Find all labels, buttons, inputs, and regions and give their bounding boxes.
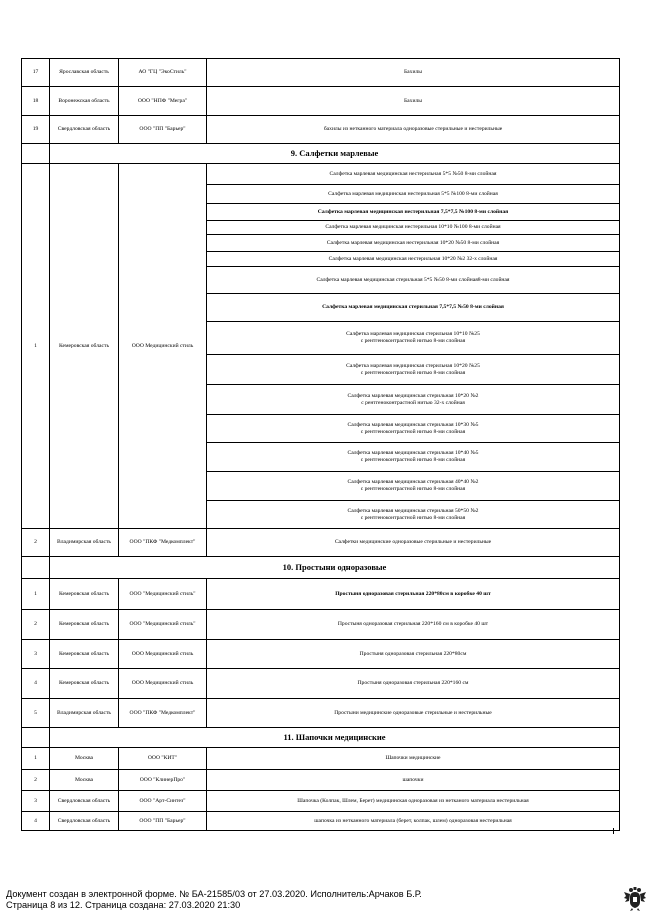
product-cell: Салфетка марлевая медицинская нестерильная 10*20 №50 8-ми слойная bbox=[207, 235, 620, 252]
product-cell: Бахилы bbox=[207, 87, 620, 116]
product-cell: Простыни медицинские одноразовые стерильные и нестерильные bbox=[207, 699, 620, 728]
organization-cell: ООО Медицинский стиль bbox=[119, 669, 207, 699]
row-number: 4 bbox=[22, 669, 50, 699]
product-cell: шапочки bbox=[207, 770, 620, 791]
product-cell: Салфетка марлевая медицинская нестерильная 5*5 №100 8-ми слойная bbox=[207, 185, 620, 204]
row-number: 4 bbox=[22, 812, 50, 831]
product-cell: Салфетка марлевая медицинская стерильная 10*10 №25 с рентгеноконтрастной нитью 8-ми слойная bbox=[207, 322, 620, 355]
section-header-row bbox=[22, 557, 620, 579]
organization-cell: ООО "ПП "Барьер" bbox=[119, 116, 207, 144]
table-row bbox=[22, 610, 620, 640]
margin-mark bbox=[613, 828, 614, 834]
table-row bbox=[22, 669, 620, 699]
product-cell: Простыня одноразовая стерильная 220*80см bbox=[207, 640, 620, 669]
row-number: 1 bbox=[22, 164, 50, 529]
section-title: 11. Шапочки медицинские bbox=[50, 728, 620, 748]
product-cell: Простыня одноразовая стерильная 220*160 см в коробке 40 шт bbox=[207, 610, 620, 640]
product-cell: Салфетка марлевая медицинская нестерильная 10*20 №2 32-х слойная bbox=[207, 252, 620, 267]
row-number: 5 bbox=[22, 699, 50, 728]
row-number: 17 bbox=[22, 59, 50, 87]
product-cell: Бахилы bbox=[207, 59, 620, 87]
product-cell: Салфетка марлевая медицинская стерильная 10*20 №2 с рентгеноконтрастной нитью 32-х слойная bbox=[207, 385, 620, 415]
region-cell: Кемеровская область bbox=[50, 669, 119, 699]
region-cell: Ярославская область bbox=[50, 59, 119, 87]
product-cell: Салфетка марлевая медицинская стерильная 40*40 №2 с рентгеноконтрастной нитью 8-ми слойная bbox=[207, 472, 620, 501]
row-number: 3 bbox=[22, 640, 50, 669]
section-header-row bbox=[22, 144, 620, 164]
russian-coat-of-arms-icon bbox=[624, 886, 646, 912]
row-number: 19 bbox=[22, 116, 50, 144]
region-cell: Свердловская область bbox=[50, 812, 119, 831]
product-cell: Салфетка марлевая медицинская стерильная 7,5*7,5 №50 8-ми слойная bbox=[207, 294, 620, 322]
table-row bbox=[22, 116, 620, 144]
row-number: 1 bbox=[22, 748, 50, 770]
table-row bbox=[22, 640, 620, 669]
product-cell: Салфетка марлевая медицинская стерильная 5*5 №50 8-ми слойная8-ми слойная bbox=[207, 267, 620, 294]
row-number: 18 bbox=[22, 87, 50, 116]
organization-cell: ООО "ПКФ "Медкомплект" bbox=[119, 529, 207, 557]
product-cell: Салфетка марлевая медицинская стерильная 50*50 №2 с рентгеноконтрастной нитью 8-ми слойная bbox=[207, 501, 620, 529]
table-row bbox=[22, 791, 620, 812]
product-cell: Салфетка марлевая медицинская нестерильная 7,5*7,5 №100 8-ми слойная bbox=[207, 204, 620, 221]
region-cell: Кемеровская область bbox=[50, 640, 119, 669]
table-row bbox=[22, 87, 620, 116]
region-cell: Кемеровская область bbox=[50, 579, 119, 610]
section-title: 10. Простыни одноразовые bbox=[50, 557, 620, 579]
table-row bbox=[22, 59, 620, 87]
product-cell: Салфетка марлевая медицинская нестерильная 10*10 №100 8-ми слойная bbox=[207, 221, 620, 235]
table-row bbox=[22, 770, 620, 791]
region-cell: Свердловская область bbox=[50, 116, 119, 144]
region-cell: Кемеровская область bbox=[50, 610, 119, 640]
organization-cell: ООО "ПКФ "Медкомплект" bbox=[119, 699, 207, 728]
product-cell: Шапочки медицинские bbox=[207, 748, 620, 770]
product-cell: шапочка из нетканного материала (берет, колпак, шлем) одноразовая нестерильная bbox=[207, 812, 620, 831]
organization-cell: ООО Медицинский стиль bbox=[119, 640, 207, 669]
organization-cell: ООО "ПП "Барьер" bbox=[119, 812, 207, 831]
table-row bbox=[22, 748, 620, 770]
product-cell: Салфетка марлевая медицинская стерильная 10*30 №5 с рентгеноконтрастной нитью 8-ми слойная bbox=[207, 415, 620, 443]
footer-line-document: Документ создан в электронной форме. № БА-21585/03 от 27.03.2020. Исполнитель:Арчаков Б.Р. bbox=[6, 889, 422, 899]
footer-line-page: Страница 8 из 12. Страница создана: 27.03.2020 21:30 bbox=[6, 900, 241, 910]
section-title: 9. Салфетки марлевые bbox=[50, 144, 620, 164]
product-cell: Салфетка марлевая медицинская стерильная 10*40 №5 с рентгеноконтрастной нитью 8-ми слойная bbox=[207, 443, 620, 472]
region-cell: Москва bbox=[50, 748, 119, 770]
region-cell: Воронежская область bbox=[50, 87, 119, 116]
organization-cell: ООО "Арт-Синтез" bbox=[119, 791, 207, 812]
product-cell: Салфетка марлевая медицинская нестерильная 5*5 №50 8-ми слойная bbox=[207, 164, 620, 185]
region-cell: Свердловская область bbox=[50, 791, 119, 812]
product-cell: Салфетка марлевая медицинская стерильная 10*20 №25 с рентгеноконтрастной нитью 8-ми слойная bbox=[207, 355, 620, 385]
organization-cell: ООО "КИТ" bbox=[119, 748, 207, 770]
row-number: 2 bbox=[22, 610, 50, 640]
table-row bbox=[22, 164, 620, 185]
table-row bbox=[22, 699, 620, 728]
document-footer bbox=[6, 889, 596, 911]
row-number: 2 bbox=[22, 770, 50, 791]
organization-cell: ООО "КлинерПро" bbox=[119, 770, 207, 791]
product-cell: Салфетки медицинские одноразовые стерильные и нестерильные bbox=[207, 529, 620, 557]
product-cell: Шапочка (Колпак, Шлем, Берет) медицинская одноразовая из нетканого материала нестерильная bbox=[207, 791, 620, 812]
table-row bbox=[22, 812, 620, 831]
region-cell: Кемеровская область bbox=[50, 164, 119, 529]
row-number: 2 bbox=[22, 529, 50, 557]
organization-cell: ООО "Медицинский стиль" bbox=[119, 579, 207, 610]
organization-cell: ООО Медицинский стиль bbox=[119, 164, 207, 529]
products-table bbox=[21, 58, 620, 831]
table-row bbox=[22, 529, 620, 557]
product-cell: Простыня одноразовая стерильная 220*80см в коробке 40 шт bbox=[207, 579, 620, 610]
row-number: 1 bbox=[22, 579, 50, 610]
table-row bbox=[22, 579, 620, 610]
region-cell: Москва bbox=[50, 770, 119, 791]
organization-cell: ООО "НПФ "Мегра" bbox=[119, 87, 207, 116]
organization-cell: АО "ГЦ "ЭкоСтиль" bbox=[119, 59, 207, 87]
product-cell: Простыня одноразовая стерильная 220*160 см bbox=[207, 669, 620, 699]
region-cell: Владимирская область bbox=[50, 699, 119, 728]
product-cell: бахилы из нетканного материала одноразовые стерильные и нестерильные bbox=[207, 116, 620, 144]
section-header-row bbox=[22, 728, 620, 748]
row-number: 3 bbox=[22, 791, 50, 812]
region-cell: Владимирская область bbox=[50, 529, 119, 557]
organization-cell: ООО "Медицинский стиль" bbox=[119, 610, 207, 640]
